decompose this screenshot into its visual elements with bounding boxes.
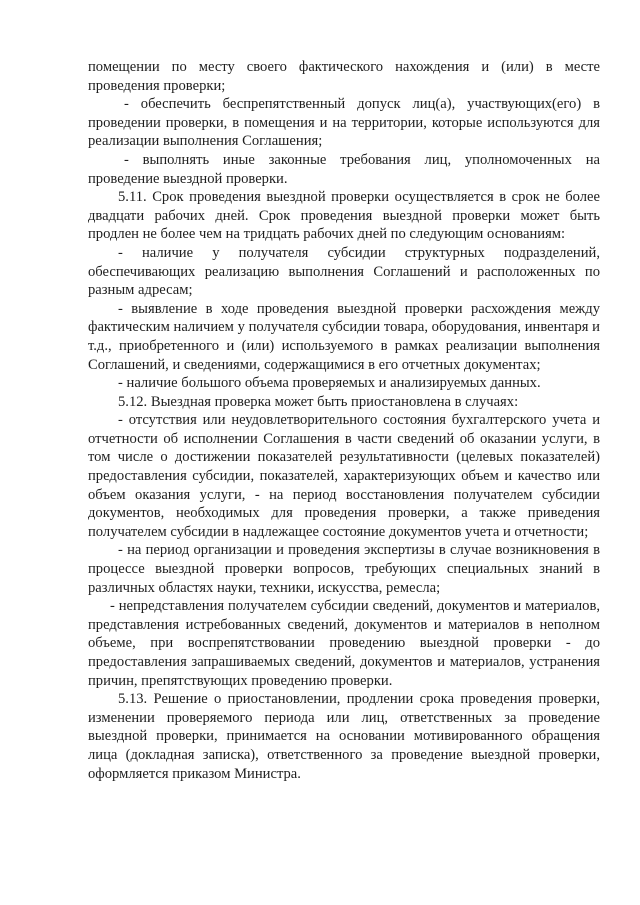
paragraph-bullet-requirements: - выполнять иные законные требования лиц, уполномоченных на проведение выездной проверки.: [88, 151, 600, 187]
paragraph-bullet-data-volume: - наличие большого объема проверяемых и анализируемых данных.: [118, 375, 541, 392]
paragraph-5-11: 5.11. Срок проведения выездной проверки осуществляется в срок не более двадцати рабочих дней. Срок проведения выездной проверки может быть продлен не более чем на тридцать рабочих дней по следующим основаниям:: [88, 189, 600, 243]
paragraph-bullet-discrepancy: - выявление в ходе проведения выездной проверки расхождения между фактическим наличием у получателя субсидии товара, оборудования, инвентаря и т.д., приобретенного и (или) используемого в рамках реализации выполнения Соглашений, и сведениями, содержащимися в его отчетных документах;: [88, 300, 600, 373]
document-page: [88, 58, 600, 783]
paragraph-bullet-access: - обеспечить беспрепятственный допуск лиц(а), участвующих(его) в проведении проверки, в помещения и на территории, которые используются для реализации выполнения Соглашения;: [88, 96, 600, 150]
paragraph-bullet-divisions: - наличие у получателя субсидии структурных подразделений, обеспечивающих реализацию выполнения Соглашений и расположенных по разным адресам;: [88, 244, 600, 299]
paragraph-bullet-accounting: - отсутствия или неудовлетворительного состояния бухгалтерского учета и отчетности об исполнении Соглашения в части сведений об оказании услуги, в том числе о достижении показателей результативности (целевых показателей) предоставления субсидии, показателей, характеризующих объем и качество или объем оказания услуги, - на период восстановления получателем субсидии документов, необходимых для проведения проверки, а также приведения получателем субсидии в надлежащее состояние документов учета и отчетности;: [88, 412, 600, 540]
paragraph-5-13: 5.13. Решение о приостановлении, продлении срока проведения проверки, изменении проверяемого периода или лиц, ответственных за проведение выездной проверки, принимается на основании мотивированного обращения лица (докладная записка), ответственного за проведение выездной проверки, оформляется приказом Министра.: [88, 691, 600, 782]
paragraph-continuation: помещении по месту своего фактического нахождения и (или) в месте проведения проверки;: [88, 59, 600, 94]
paragraph-bullet-non-submission: - непредставления получателем субсидии сведений, документов и материалов, представления истребованных сведений, документов и материалов в неполном объеме, при воспрепятствовании проведению выездной проверки - до предоставления запрашиваемых сведений, документов и материалов, устранения причин, препятствующих проведению проверки.: [88, 598, 600, 689]
paragraph-bullet-expertise: - на период организации и проведения экспертизы в случае возникновения в процессе выездной проверки вопросов, требующих специальных знаний в различных областях науки, техники, искусства, ремесла;: [88, 542, 600, 596]
paragraph-5-12: 5.12. Выездная проверка может быть приостановлена в случаях:: [118, 393, 519, 410]
